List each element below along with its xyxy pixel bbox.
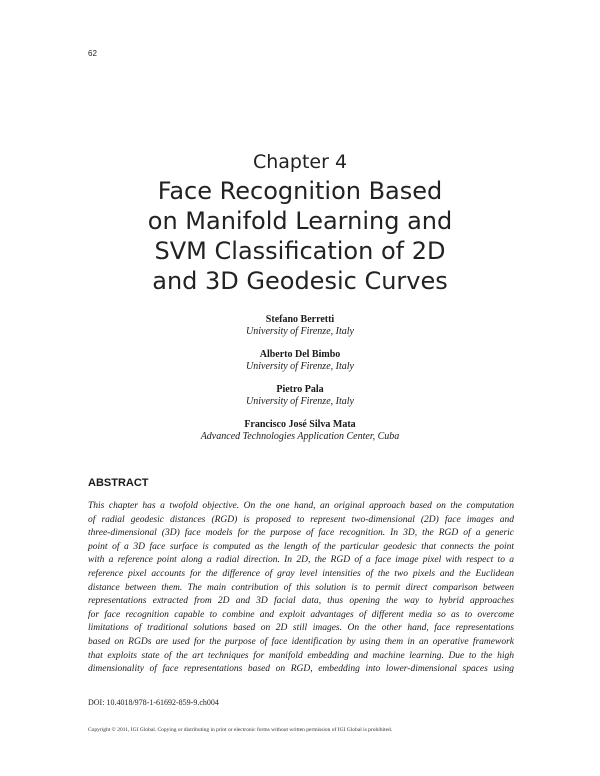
author-name: Alberto Del Bimbo <box>259 349 341 360</box>
abstract-line: three-dimensional (3D) face models for the purpose of face recognition. In 3D, the RGD of a generic <box>88 528 514 539</box>
author-name: Stefano Berretti <box>265 314 335 325</box>
abstract-line: limitations of traditional solutions based on 2D still images. On the other hand, face representations <box>88 623 514 634</box>
abstract-line: distance between them. The main contribution of this solution is to permit direct comparison between <box>88 582 514 593</box>
author-affiliation: Advanced Technologies Application Center, Cuba <box>200 431 400 442</box>
chapter-title <box>60 176 540 296</box>
author-affiliation: University of Firenze, Italy <box>246 361 354 372</box>
author-name: Francisco José Silva Mata <box>244 419 356 430</box>
abstract-line: based on RGDs are used for the purpose of face identification by using them in an operative framework <box>88 636 514 647</box>
abstract-line: for face recognition capable to combine and exploit advantages of different media so as to overcome <box>88 609 514 620</box>
copyright-notice: Copyright © 2011, IGI Global. Copying or distributing in print or electronic forms without written permission of IGI Global is prohibited. <box>88 727 393 733</box>
abstract-line: dimensionality of face representations based on RGD, embedding into lower-dimensional spaces using <box>88 664 514 675</box>
author-name: Pietro Pala <box>276 384 324 395</box>
doi-line: DOI: 10.4018/978-1-61692-859-9.ch004 <box>88 698 219 707</box>
abstract-line: with a reference point along a radial direction. In 2D, the RGD of a face image pixel with respect to a <box>88 555 514 566</box>
author-affiliation: University of Firenze, Italy <box>246 326 354 337</box>
author-entry <box>0 419 600 443</box>
abstract-line: that exploits state of the art techniques for manifold embedding and machine learning. Due to the high <box>88 650 514 661</box>
abstract-line: representations extracted from 2D and 3D facial data, thus opening the way to hybrid approaches <box>88 596 514 607</box>
title-line: on Manifold Learning and <box>147 207 453 235</box>
author-list <box>0 314 600 454</box>
author-entry <box>0 384 600 408</box>
abstract-line: reference pixel accounts for the difference of gray level intensities of the two pixels and the Euclidean <box>88 568 514 579</box>
author-affiliation: University of Firenze, Italy <box>246 396 354 407</box>
abstract-line: point of a 3D face surface is computed as the length of the particular geodesic that connects the point <box>88 541 514 552</box>
abstract-line: of radial geodesic distances (RGD) is proposed to represent two-dimensional (2D) face images and <box>88 514 514 525</box>
title-line: and 3D Geodesic Curves <box>152 267 448 295</box>
title-line: Face Recognition Based <box>157 177 443 205</box>
abstract-line: This chapter has a twofold objective. On the one hand, an original approach based on the computation <box>88 501 514 511</box>
page-number: 62 <box>88 49 97 58</box>
abstract-heading: ABSTRACT <box>88 477 149 489</box>
title-line: SVM Classification of 2D <box>154 237 446 265</box>
chapter-label: Chapter 4 <box>252 151 348 173</box>
abstract-body <box>88 500 514 677</box>
author-entry <box>0 349 600 373</box>
author-entry <box>0 314 600 338</box>
